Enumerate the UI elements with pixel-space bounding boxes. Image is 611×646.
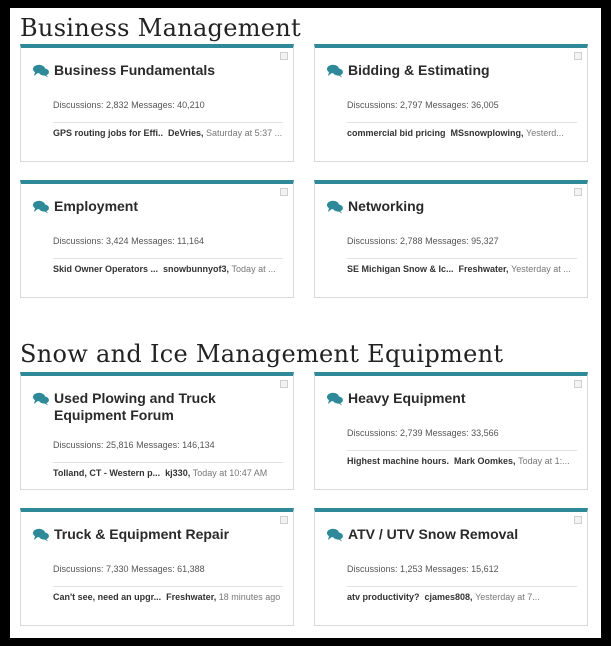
chat-bubbles-icon — [327, 64, 343, 78]
discussions-label: Discussions: — [53, 564, 104, 574]
latest-post — [53, 586, 283, 602]
latest-user-link[interactable]: Freshwater, — [458, 264, 509, 274]
latest-user-link[interactable]: DeVries, — [168, 128, 204, 138]
messages-count: 95,327 — [471, 236, 499, 246]
mark-read-icon[interactable] — [280, 516, 288, 524]
forum-card-employment[interactable] — [20, 180, 294, 298]
forum-stats — [53, 236, 204, 246]
mark-read-icon[interactable] — [280, 188, 288, 196]
messages-label: Messages: — [425, 236, 469, 246]
discussions-label: Discussions: — [53, 100, 104, 110]
latest-user-link[interactable]: cjames808, — [424, 592, 473, 602]
section-title-business-management: Business Management — [20, 14, 301, 42]
latest-post — [347, 122, 577, 138]
forum-title-link[interactable]: Business Fundamentals — [54, 62, 216, 78]
messages-count: 15,612 — [471, 564, 499, 574]
discussions-count: 7,330 — [106, 564, 129, 574]
mark-read-icon[interactable] — [280, 52, 288, 60]
latest-time: Today at ... — [231, 264, 276, 274]
messages-label: Messages: — [425, 564, 469, 574]
latest-user-link[interactable]: Freshwater, — [166, 592, 217, 602]
forum-title-link[interactable]: ATV / UTV Snow Removal — [348, 526, 519, 542]
chat-bubbles-icon — [33, 64, 49, 78]
discussions-label: Discussions: — [347, 100, 398, 110]
chat-bubbles-icon — [33, 200, 49, 214]
section-title-snow-ice-equipment: Snow and Ice Management Equipment — [20, 340, 504, 368]
messages-count: 40,210 — [177, 100, 205, 110]
discussions-count: 1,253 — [400, 564, 423, 574]
forum-stats — [53, 564, 205, 574]
latest-time: Saturday at 5:37 ... — [206, 128, 283, 138]
forum-stats — [53, 440, 215, 450]
messages-label: Messages: — [425, 428, 469, 438]
latest-thread-link[interactable]: SE Michigan Snow & Ic... — [347, 264, 454, 274]
latest-post — [53, 462, 283, 478]
latest-thread-link[interactable]: Highest machine hours. — [347, 456, 450, 466]
latest-time: Yesterd... — [526, 128, 564, 138]
messages-label: Messages: — [131, 236, 175, 246]
discussions-count: 25,816 — [106, 440, 134, 450]
discussions-label: Discussions: — [347, 428, 398, 438]
latest-post — [347, 450, 577, 466]
messages-count: 33,566 — [471, 428, 499, 438]
latest-thread-link[interactable]: Tolland, CT - Western p... — [53, 468, 161, 478]
discussions-label: Discussions: — [347, 564, 398, 574]
forum-card-used-plowing-truck-equipment[interactable] — [20, 372, 294, 490]
forum-card-business-fundamentals[interactable] — [20, 44, 294, 162]
discussions-count: 2,739 — [400, 428, 423, 438]
chat-bubbles-icon — [33, 528, 49, 542]
latest-user-link[interactable]: Mark Oomkes, — [454, 456, 516, 466]
latest-thread-link[interactable]: Can't see, need an upgr... — [53, 592, 162, 602]
latest-time: Yesterday at ... — [511, 264, 571, 274]
messages-label: Messages: — [136, 440, 180, 450]
messages-count: 11,164 — [177, 236, 204, 246]
discussions-label: Discussions: — [53, 440, 104, 450]
latest-user-link[interactable]: snowbunnyof3, — [163, 264, 230, 274]
messages-label: Messages: — [131, 100, 175, 110]
forum-title-link[interactable]: Employment — [54, 198, 139, 214]
discussions-count: 3,424 — [106, 236, 129, 246]
latest-thread-link[interactable]: atv productivity? — [347, 592, 420, 602]
messages-count: 36,005 — [471, 100, 499, 110]
mark-read-icon[interactable] — [574, 52, 582, 60]
discussions-count: 2,797 — [400, 100, 423, 110]
forum-stats — [347, 428, 499, 438]
discussions-label: Discussions: — [347, 236, 398, 246]
latest-user-link[interactable]: MSsnowplowing, — [450, 128, 524, 138]
latest-post — [53, 258, 283, 274]
latest-user-link[interactable]: kj330, — [165, 468, 191, 478]
forum-title-link[interactable]: Truck & Equipment Repair — [54, 526, 230, 542]
forum-page — [10, 8, 601, 638]
chat-bubbles-icon — [327, 392, 343, 406]
chat-bubbles-icon — [327, 528, 343, 542]
forum-card-networking[interactable] — [314, 180, 588, 298]
forum-stats — [347, 236, 499, 246]
latest-thread-link[interactable]: Skid Owner Operators ... — [53, 264, 159, 274]
latest-time: Today at 1:... — [518, 456, 570, 466]
mark-read-icon[interactable] — [574, 380, 582, 388]
mark-read-icon[interactable] — [574, 188, 582, 196]
latest-time: Yesterday at 7... — [475, 592, 540, 602]
latest-thread-link[interactable]: commercial bid pricing — [347, 128, 446, 138]
forum-stats — [347, 100, 499, 110]
latest-post — [53, 122, 283, 138]
mark-read-icon[interactable] — [574, 516, 582, 524]
discussions-count: 2,788 — [400, 236, 423, 246]
forum-card-atv-utv-snow-removal[interactable] — [314, 508, 588, 626]
messages-label: Messages: — [131, 564, 175, 574]
latest-post — [347, 258, 577, 274]
forum-stats — [53, 100, 205, 110]
forum-stats — [347, 564, 499, 574]
latest-time: Today at 10:47 AM — [192, 468, 268, 478]
forum-card-bidding-estimating[interactable] — [314, 44, 588, 162]
forum-card-truck-equipment-repair[interactable] — [20, 508, 294, 626]
chat-bubbles-icon — [33, 392, 49, 406]
forum-title-link[interactable]: Bidding & Estimating — [348, 62, 490, 78]
messages-count: 61,388 — [177, 564, 205, 574]
messages-count: 146,134 — [182, 440, 215, 450]
latest-time: 18 minutes ago — [218, 592, 281, 602]
forum-card-heavy-equipment[interactable] — [314, 372, 588, 490]
latest-post — [347, 586, 577, 602]
latest-thread-link[interactable]: GPS routing jobs for Effi.. — [53, 128, 163, 138]
chat-bubbles-icon — [327, 200, 343, 214]
mark-read-icon[interactable] — [280, 380, 288, 388]
forum-title-link[interactable]: Networking — [348, 198, 425, 214]
forum-title-link[interactable]: Heavy Equipment — [348, 390, 466, 406]
discussions-count: 2,832 — [106, 100, 129, 110]
forum-title-link[interactable]: Used Plowing and Truck Equipment Forum — [54, 390, 216, 423]
messages-label: Messages: — [425, 100, 469, 110]
discussions-label: Discussions: — [53, 236, 104, 246]
